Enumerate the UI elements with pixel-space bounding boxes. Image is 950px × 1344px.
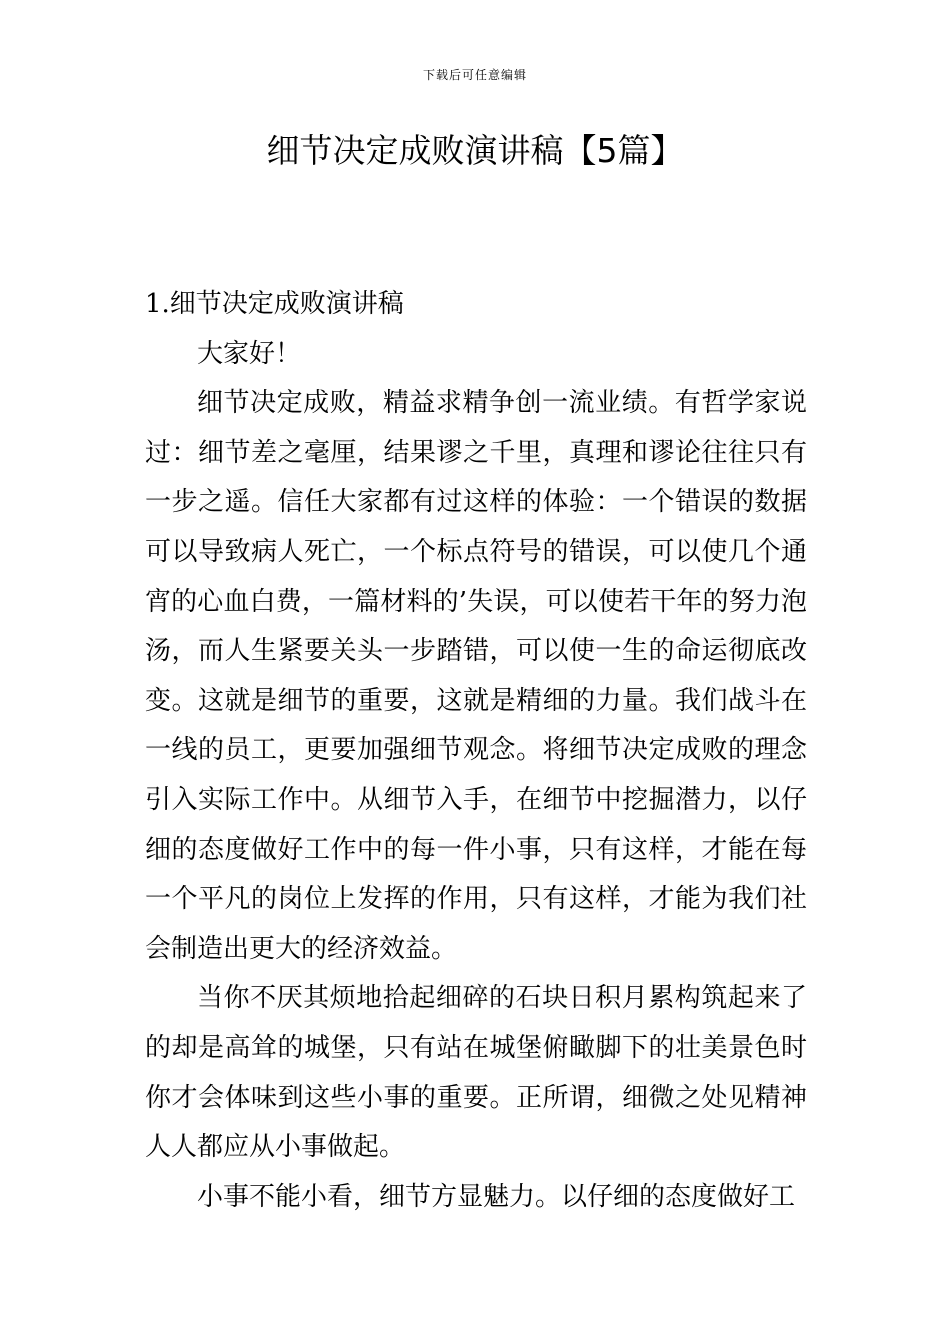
section-heading: 1.细节决定成败演讲稿: [145, 289, 404, 319]
document-body: [145, 280, 807, 1222]
header-note: 下载后可任意编辑: [422, 68, 527, 82]
greeting-line: 大家好！: [197, 338, 302, 369]
document-title: 细节决定成败演讲稿【5篇】: [266, 131, 684, 170]
body-paragraph-1: 细节决定成败，精益求精争创一流业绩。有哲学家说过：细节差之毫厘，结果谬之千里，真理和谬论往往只有一步之遥。信任大家都有过这样的体验：一个错误的数据可以导致病人死亡，一个标点符号的错误，可以使几个通宵的心血白费，一篇材料的’失误，可以使若干年的努力泡汤，而人生紧要关头一步踏错，可以使一生的命运彻底改变。这就是细节的重要，这就是精细的力量。我们战斗在一线的员工，更要加强细节观念。将细节决定成败的理念引入实际工作中。从细节入手，在细节中挖掘潜力，以仔细的态度做好工作中的每一件小事，只有这样，才能在每一个平凡的岗位上发挥的作用，只有这样，才能为我们社会制造出更大的经济效益。: [145, 388, 807, 964]
body-paragraph-3: 小事不能小看，细节方显魅力。以仔细的态度做好工: [197, 1181, 796, 1212]
body-paragraph-2: 当你不厌其烦地拾起细碎的石块日积月累构筑起来了的却是高耸的城堡，只有站在城堡俯瞰脚下的壮美景色时你才会体味到这些小事的重要。正所谓，细微之处见精神人人都应从小事做起。: [145, 983, 807, 1163]
